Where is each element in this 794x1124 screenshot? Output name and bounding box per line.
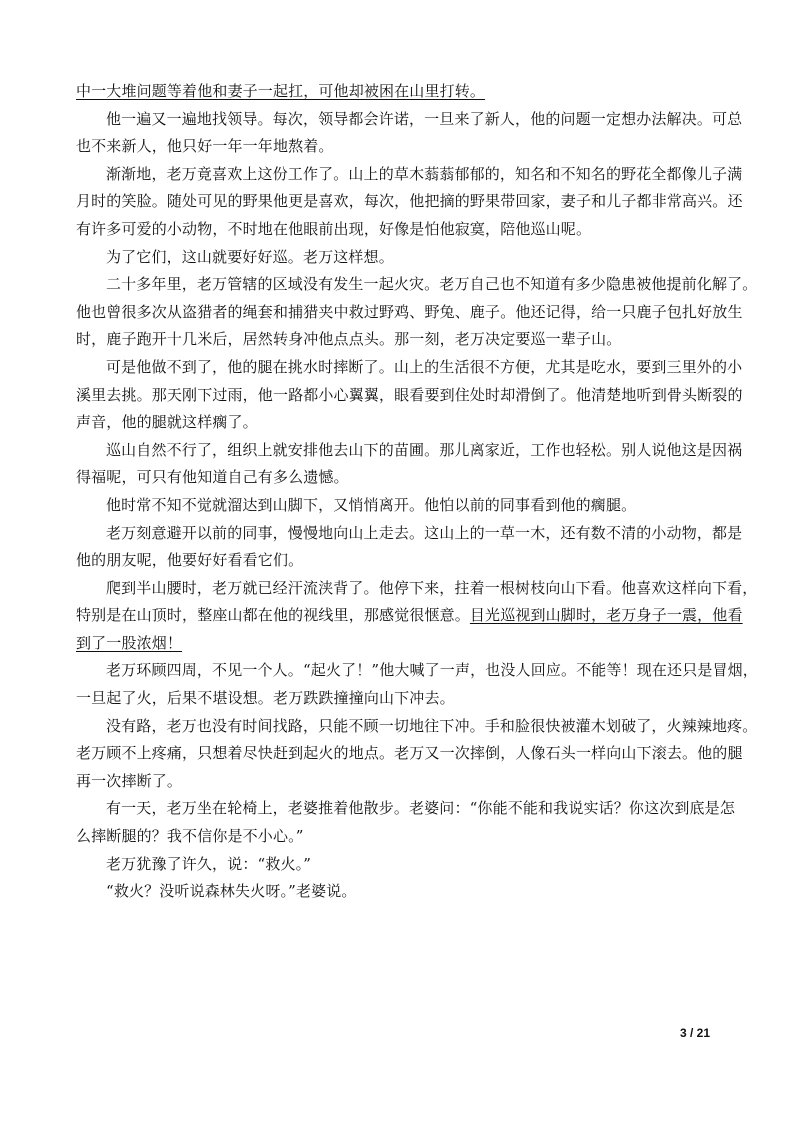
text-line	[76, 602, 743, 630]
text-line: 中一大堆问题等着他和妻子一起扛，可他却被困在山里打转。	[76, 82, 486, 100]
text-line: 老万刻意避开以前的同事，慢慢地向山上走去。这山上的一草一木，还有数不清的小动物，都是	[106, 523, 743, 542]
text-line: 巡山自然不行了，组织上就安排他去山下的苗圃。那儿离家近，工作也轻松。别人说他这是因祸	[106, 440, 743, 459]
text-segment: 特别是在山顶时，整座山都在他的视线里，那感觉很惬意。	[76, 606, 470, 625]
text-line: 老万犹豫了许久，说：“救火。”	[106, 854, 312, 873]
text-line: 到了一股浓烟！	[76, 633, 183, 652]
text-line: 得福呢，可只有他知道自己有多么遗憾。	[76, 468, 349, 487]
text-line: 老万顾不上疼痛，只想着尽快赶到起火的地点。老万又一次摔倒，人像石头一样向山下滚去。他的腿	[76, 744, 743, 763]
text-line: “救火？没听说森林失火呀。”老婆说。	[106, 882, 357, 901]
text-line: 他的朋友呢，他要好好看看它们。	[76, 551, 304, 570]
text-line: 也不来新人，他只好一年一年地熬着。	[76, 137, 334, 156]
text-line: 他也曾很多次从盗猎者的绳套和捕猎夹中救过野鸡、野兔、鹿子。他还记得，给一只鹿子包扎好放生	[76, 302, 743, 321]
text-line: 为了它们，这山就要好好巡。老万这样想。	[106, 247, 394, 266]
text-line: 再一次摔断了。	[76, 771, 183, 790]
text-line: 月时的笑脸。随处可见的野果他更是喜欢，每次，他把摘的野果带回家，妻子和儿子都非常高兴。还	[76, 192, 743, 211]
text-line: 他一遍又一遍地找领导。每次，领导都会许诺，一旦来了新人，他的问题一定想办法解决。可总	[106, 109, 743, 128]
document-body	[76, 78, 758, 906]
text-line: 有一天，老万坐在轮椅上，老婆推着他散步。老婆问：“你能不能和我说实话？你这次到底是怎	[106, 799, 735, 818]
text-line: 一旦起了火，后果不堪设想。老万跌跌撞撞向山下冲去。	[76, 689, 455, 708]
text-line: 溪里去挑。那天刚下过雨，他一路都小心翼翼，眼看要到住处时却滑倒了。他清楚地听到骨头断裂的	[76, 385, 743, 404]
text-line: 他时常不知不觉就溜达到山脚下，又悄悄离开。他怕以前的同事看到他的瘸腿。	[106, 495, 637, 514]
text-line: 爬到半山腰时，老万就已经汗流浃背了。他停下来，拄着一根树枝向山下看。他喜欢这样向下看，	[106, 578, 758, 597]
text-line: 么摔断腿的？我不信你是不小心。”	[76, 827, 304, 846]
text-line: 有许多可爱的小动物，不时地在他眼前出现，好像是怕他寂寞，陪他巡山呢。	[76, 219, 592, 238]
page-number: 3 / 21	[679, 1026, 710, 1040]
text-line: 可是他做不到了，他的腿在挑水时摔断了。山上的生活很不方便，尤其是吃水，要到三里外的小	[106, 357, 743, 376]
text-line: 时，鹿子跑开十几米后，居然转身冲他点点头。那一刻，老万决定要巡一辈子山。	[76, 330, 622, 349]
text-line: 老万环顾四周，不见一个人。“起火了！”他大喊了一声，也没人回应。不能等！现在还只是冒烟，	[106, 661, 758, 680]
underlined-text-segment: 目光巡视到山脚时，老万身子一震，他看	[469, 606, 743, 625]
text-line: 渐渐地，老万竟喜欢上这份工作了。山上的草木蓊蓊郁郁的，知名和不知名的野花全都像儿子满	[106, 164, 743, 183]
text-line: 声音，他的腿就这样瘸了。	[76, 413, 258, 432]
text-line: 没有路，老万也没有时间找路，只能不顾一切地往下冲。手和脸很快被灌木划破了，火辣辣地疼。	[106, 716, 758, 735]
text-line: 二十多年里，老万管辖的区域没有发生一起火灾。老万自己也不知道有多少隐患被他提前化解了。	[106, 275, 758, 294]
